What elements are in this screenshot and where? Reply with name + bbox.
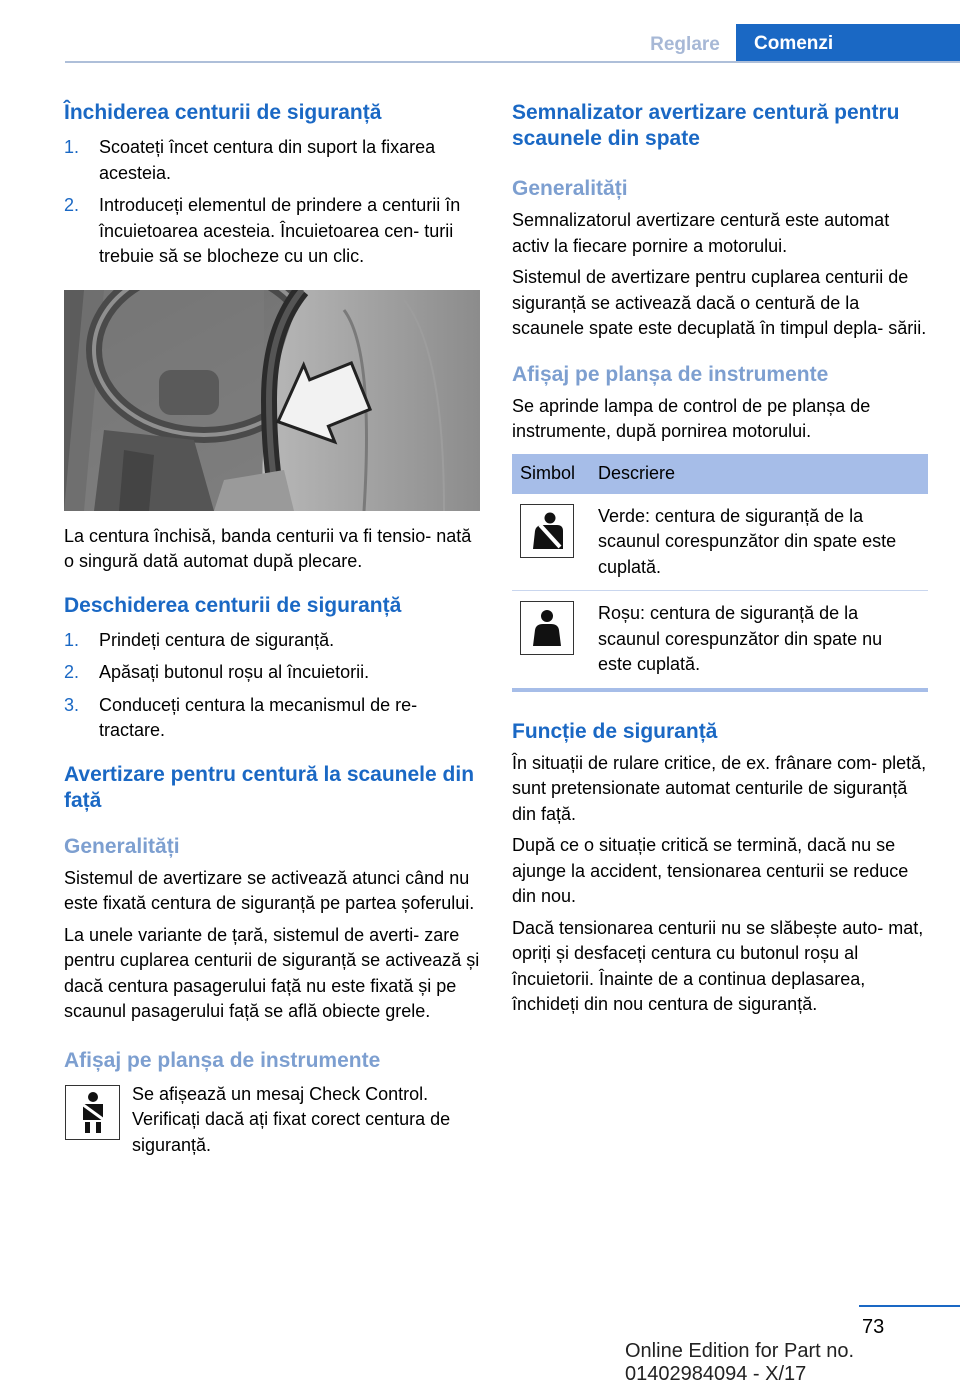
- paragraph: Sistemul de avertizare se activează atunci când nu este fixată centura de siguranță pe partea șoferului.: [64, 867, 475, 913]
- unbelted-person-icon: [520, 601, 574, 655]
- header-rule: [65, 61, 960, 63]
- section-title-rear-warning: Semnalizator avertizare centură pentru scaunele din spate: [512, 101, 900, 150]
- table-header-description: Descriere: [590, 454, 928, 494]
- symbol-table: [512, 454, 928, 692]
- seatbelt-photo: [64, 290, 480, 511]
- open-steps-list: [64, 628, 480, 744]
- list-item: 1. Scoateți încet centura din suport la fixarea acesteia.: [64, 137, 436, 183]
- right-column: [512, 100, 928, 1018]
- description-green: Verde: centura de siguranță de la scaunul corespunzător din spate este cuplată.: [590, 494, 928, 591]
- paragraph: În situații de rulare critice, de ex. frânare com- pletă, sunt pretensionate automat centurile de siguranță din față.: [512, 752, 927, 824]
- check-control-row: [64, 1082, 480, 1172]
- page-number: 73: [862, 1316, 885, 1338]
- edition-note: Online Edition for Part no. 01402984094 - X/17: [625, 1340, 855, 1385]
- tab-comenzi[interactable]: Comenzi: [736, 24, 960, 63]
- subtitle-general: Generalități: [512, 177, 628, 200]
- belted-person-icon: [520, 504, 574, 558]
- paragraph: Dacă tensionarea centurii nu se slăbește auto- mat, opriți și desfaceți centura cu butonul roșu al încuietorii. Înainte de a continua deplasarea, închideți din nou centura de siguranță.: [512, 917, 924, 1014]
- section-title-open-belt: Deschiderea centurii de siguranță: [64, 593, 402, 617]
- table-header-symbol: Simbol: [512, 454, 590, 494]
- paragraph: Se aprinde lampa de control de pe planșa de instrumente, după pornirea motorului.: [512, 395, 871, 441]
- check-control-text: Se afișează un mesaj Check Control. Verificați dacă ați fixat corect centura de siguranță.: [132, 1083, 451, 1155]
- section-title-safety: Funcție de siguranță: [512, 719, 718, 743]
- list-item: 2. Introduceți elementul de prindere a centurii în încuietoarea acesteia. Încuietoarea cen- turii trebuie să se blocheze cu un clic.: [64, 195, 461, 266]
- footer-rule: [859, 1305, 960, 1307]
- close-steps-list: [64, 135, 480, 270]
- table-row: [512, 591, 928, 690]
- subtitle-display: Afișaj pe planșa de instrumente: [64, 1048, 381, 1072]
- list-item: 2. Apăsați butonul roșu al încuietorii.: [64, 662, 370, 682]
- left-column: [64, 100, 480, 1172]
- paragraph: Sistemul de avertizare pentru cuplarea centurii de siguranță se activează dacă o centură de la scaunele spate este decuplată în timpul depla- sării.: [512, 267, 927, 338]
- table-row: [512, 494, 928, 591]
- paragraph: Semnalizatorul avertizare centură este automat activ la fiecare pornire a motorului.: [512, 210, 890, 256]
- subtitle-general: Generalități: [64, 834, 180, 858]
- subtitle-display: Afișaj pe planșa de instrumente: [512, 362, 829, 386]
- list-item: 1. Prindeți centura de siguranță.: [64, 629, 335, 650]
- section-title-front-warning: Avertizare pentru centură la scaunele din față: [64, 762, 475, 812]
- paragraph: La unele variante de țară, sistemul de averti- zare pentru cuplarea centurii de siguranță se activează și dacă centura pasagerului față nu este fixată și pe scaunul pasagerului față se află obiecte grele.: [64, 924, 480, 1021]
- seatbelt-warning-icon: [65, 1085, 120, 1140]
- tab-reglare[interactable]: Reglare: [650, 34, 720, 55]
- description-red: Roșu: centura de siguranță de la scaunul corespunzător din spate nu este cuplată.: [590, 591, 928, 690]
- list-item: 3. Conduceți centura la mecanismul de re- tractare.: [64, 694, 418, 740]
- photo-caption: La centura închisă, banda centurii va fi tensio- nată o singură dată automat după plecare.: [64, 525, 472, 571]
- section-title-close-belt: Închiderea centurii de siguranță: [64, 101, 382, 124]
- paragraph: După ce o situație critică se termină, dacă nu se ajunge la accident, tensionarea centurii se reduce din nou.: [512, 835, 909, 906]
